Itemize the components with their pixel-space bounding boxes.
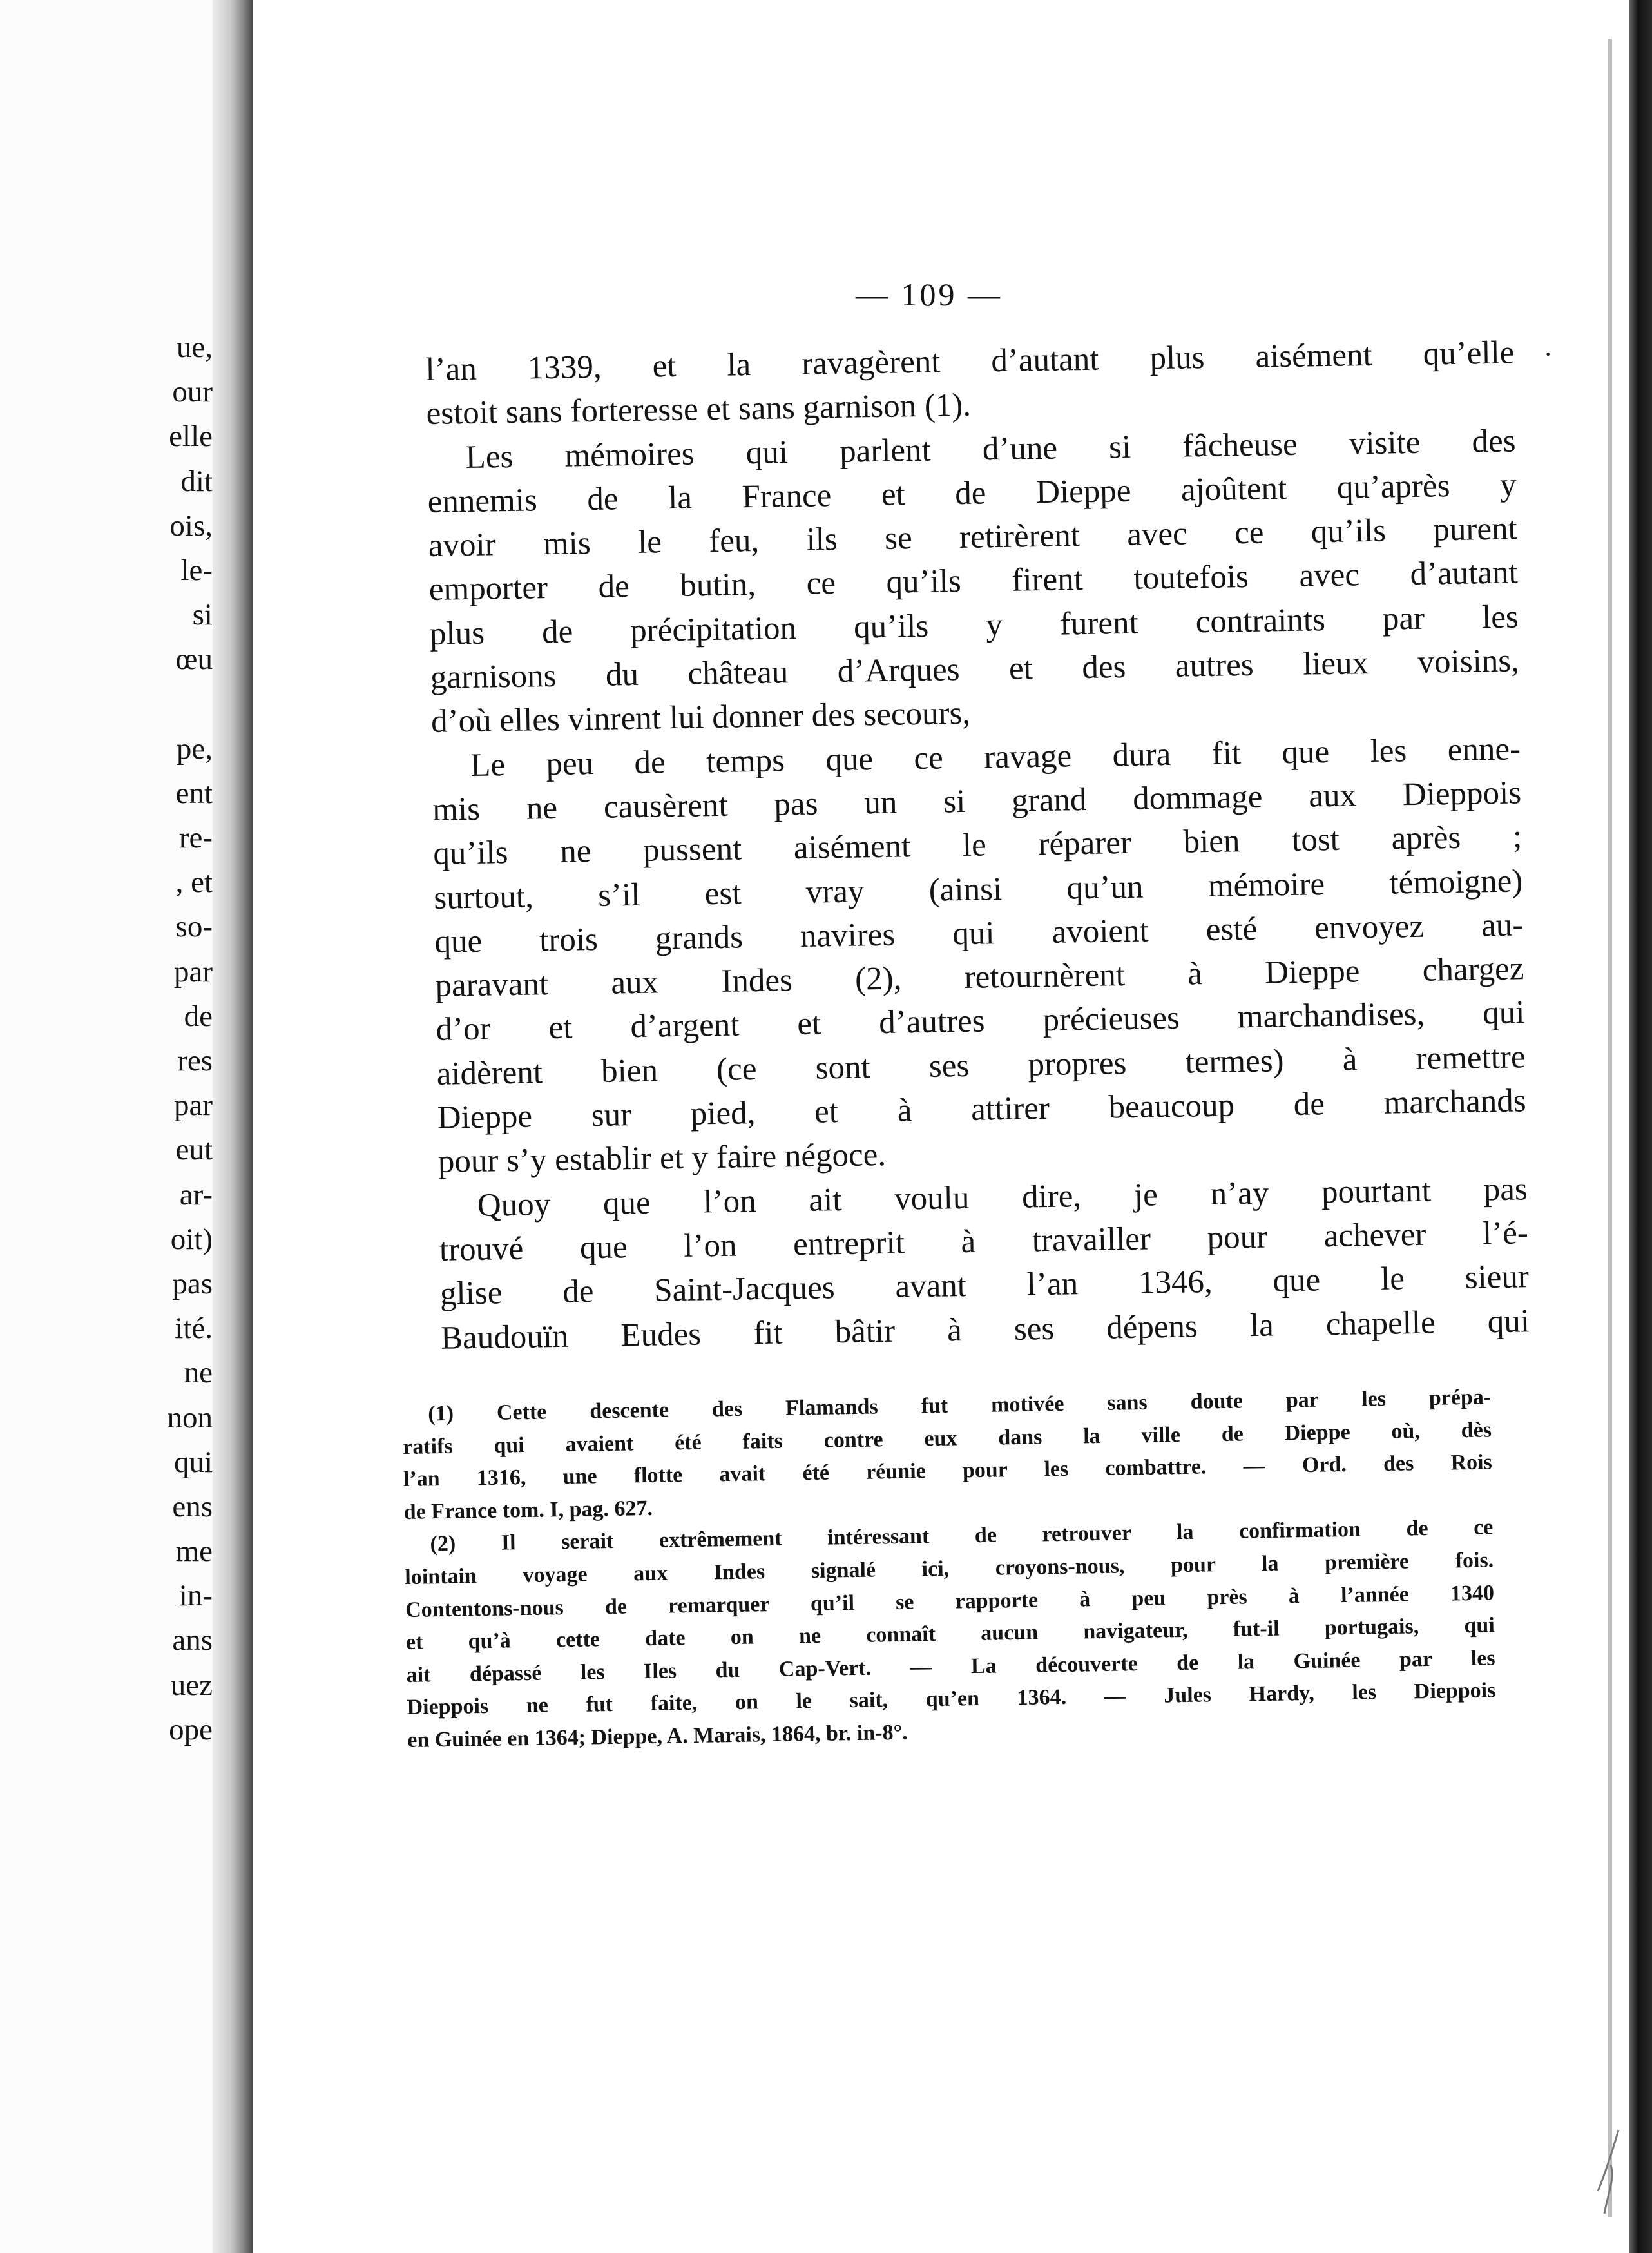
footnote-line: (2) Il serait extrêmement intéressant de retrouver la confirmation de ce — [430, 1515, 1494, 1556]
facing-page-fragment: so- — [175, 910, 213, 944]
margin-dot: · — [1544, 340, 1553, 369]
footnote-line: de France tom. I, pag. 627. — [403, 1496, 653, 1524]
facing-page-fragment: si — [192, 598, 213, 632]
footnote-line: Contentons-nous de remarquer qu’il se rapporte à peu près à l’année 1340 — [405, 1580, 1495, 1622]
footnote-line: lointain voyage aux Indes signalé ici, croyons-nous, pour la première fois. — [405, 1548, 1494, 1589]
facing-page-fragment — [84, 682, 213, 727]
facing-page-fragment: ue, — [176, 331, 213, 364]
footnote-line: l’an 1316, une flotte avait été réunie pour les combattre. — Ord. des Rois — [403, 1450, 1493, 1492]
text-line: qu’ils ne pussent aisément le réparer bien tost après ; — [432, 818, 1522, 873]
facing-page-fragment: non — [167, 1400, 213, 1435]
facing-page-fragment: de — [184, 999, 213, 1033]
text-line: Baudouïn Eudes fit bâtir à ses dépens la chapelle qui — [440, 1302, 1530, 1357]
text-line: trouvé que l’on entreprit à travailler pour achever l’é- — [439, 1215, 1529, 1268]
facing-page-fragment: uez — [170, 1668, 213, 1702]
facing-page-fragment: œu — [175, 643, 213, 677]
text-line: d’or et d’argent et d’autres précieuses marchandises, qui — [436, 994, 1525, 1049]
facing-page-fragment: dit — [180, 464, 213, 498]
text-line: plus de précipitation qu’ils y furent contraints par les — [429, 599, 1519, 652]
text-line: Les mémoires qui parlent d’une si fâcheuse visite des — [465, 423, 1516, 476]
footnote-line: en Guinée en 1364; Dieppe, A. Marais, 1864, br. in-8°. — [407, 1720, 908, 1752]
facing-page-fragment: our — [172, 375, 213, 409]
facing-page-fragment: pe, — [176, 731, 213, 766]
text-line: l’an 1339, et la ravagèrent d’autant plus aisément qu’elle — [425, 334, 1515, 388]
facing-page-fragment: elle — [169, 420, 213, 454]
text-line: ennemis de la France et de Dieppe ajoûtent qu’après y — [427, 467, 1517, 520]
facing-page-fragment: qui — [173, 1445, 213, 1479]
facing-page — [0, 0, 253, 2253]
book-edge — [1629, 0, 1652, 2253]
page-gutter — [213, 0, 253, 2253]
text-line: aidèrent bien (ce sont ses propres termes) à remettre — [436, 1039, 1526, 1092]
facing-page-text — [84, 325, 213, 1752]
text-line: que trois grands navires qui avoient esté envoyez au- — [434, 907, 1524, 960]
facing-page-fragment: ans — [172, 1623, 213, 1658]
page-number: — 109 — — [856, 276, 1003, 313]
text-line: mis ne causèrent pas un si grand dommage aux Dieppois — [432, 775, 1522, 828]
text-line: surtout, s’il est vray (ainsi qu’un mémoire témoigne) — [433, 862, 1523, 916]
text-line: d’où elles vinrent lui donner des secours, — [430, 695, 971, 740]
facing-page-fragment: res — [177, 1044, 213, 1078]
text-line: Quoy que l’on ait voulu dire, je n’ay pourtant pas — [477, 1170, 1528, 1224]
facing-page-fragment: eut — [175, 1133, 213, 1167]
text-line: pour s’y establir et y faire négoce. — [437, 1137, 887, 1181]
facing-page-fragment: ent — [175, 776, 213, 810]
facing-page-fragment: le- — [180, 553, 213, 587]
main-page — [253, 0, 1608, 2253]
text-line: estoit sans forteresse et sans garnison (1). — [426, 387, 972, 432]
facing-page-fragment: ité. — [175, 1311, 213, 1346]
facing-page-fragment: ois, — [169, 508, 213, 543]
facing-page-fragment: ens — [172, 1489, 213, 1523]
text-line: emporter de butin, ce qu’ils firent toutefois avec d’autant — [428, 554, 1519, 608]
facing-page-fragment: par — [173, 954, 213, 989]
text-line: Dieppe sur pied, et à attirer beaucoup de marchands — [437, 1083, 1527, 1136]
facing-page-fragment: re- — [178, 821, 213, 855]
text-line: glise de Saint-Jacques avant l’an 1346, que le sieur — [439, 1259, 1530, 1313]
text-line: avoir mis le feu, ils se retirèrent avec ce qu’ils purent — [428, 510, 1518, 565]
footnote-line: et qu’à cette date on ne connaît aucun navigateur, fut-il portugais, qui — [405, 1613, 1495, 1655]
text-line: garnisons du château d’Arques et des autres lieux voisins, — [430, 643, 1520, 697]
facing-page-fragment: in- — [178, 1579, 213, 1613]
facing-page-fragment: par — [173, 1088, 213, 1123]
facing-page-fragment: me — [175, 1534, 213, 1569]
footnote-line: ratifs qui avaient été faits contre eux dans la ville de Dieppe où, dès — [402, 1418, 1492, 1459]
facing-page-fragment: pas — [172, 1266, 213, 1301]
text-line: paravant aux Indes (2), retournèrent à Dieppe chargez — [435, 951, 1524, 1005]
facing-page-fragment: ar- — [179, 1177, 213, 1212]
footnotes — [402, 1381, 1497, 1757]
facing-page-fragment: oit) — [170, 1222, 213, 1256]
text-line: Le peu de temps que ce ravage dura fit que les enne- — [470, 731, 1521, 784]
facing-page-fragment: ope — [169, 1712, 213, 1746]
footnote-line: ait dépassé les Iles du Cap-Vert. — La découverte de la Guinée par les — [406, 1646, 1495, 1687]
body-text — [425, 331, 1530, 1360]
facing-page-fragment: ne — [184, 1356, 213, 1390]
facing-page-fragment: , et — [175, 865, 213, 900]
ink-mark — [1593, 2127, 1631, 2217]
footnote-line: Dieppois ne fut faite, on le sait, qu’en 1364. — Jules Hardy, les Dieppois — [407, 1678, 1496, 1720]
footnote-line: (1) Cette descente des Flamands fut motivée sans doute par les prépa- — [428, 1385, 1492, 1426]
page-edge-line — [1608, 39, 1612, 2217]
